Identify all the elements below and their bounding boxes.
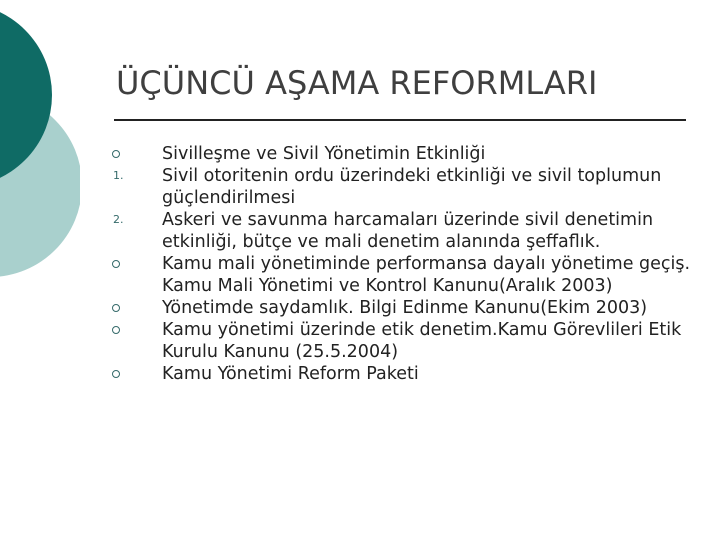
number-marker bbox=[110, 209, 130, 231]
list-item-text: Sivilleşme ve Sivil Yönetimin Etkinliği bbox=[162, 144, 486, 164]
list-item-text: Yönetimde saydamlık. Bilgi Edinme Kanunu(Ekim 2003) bbox=[162, 298, 648, 318]
hollow-circle-bullet-icon bbox=[112, 370, 120, 378]
hollow-circle-bullet-icon bbox=[112, 326, 120, 334]
list-item bbox=[110, 319, 700, 363]
list-item-text: Sivil otoritenin ordu üzerindeki etkinliği ve sivil toplumun güçlendirilmesi bbox=[162, 166, 662, 208]
bullet-marker bbox=[110, 253, 130, 275]
bullet-marker bbox=[110, 297, 130, 319]
list-item-text: Kamu Yönetimi Reform Paketi bbox=[162, 364, 419, 384]
hollow-circle-bullet-icon bbox=[112, 260, 120, 268]
list-item bbox=[110, 363, 700, 385]
list-item-text: Askeri ve savunma harcamaları üzerinde sivil denetimin etkinliği, bütçe ve mali denetim alanında şeffaflık. bbox=[162, 210, 654, 252]
list-item bbox=[110, 143, 700, 165]
hollow-circle-bullet-icon bbox=[112, 150, 120, 158]
list-item-text: Kamu yönetimi üzerinde etik denetim.Kamu Görevlileri Etik Kurulu Kanunu (25.5.2004) bbox=[162, 320, 682, 362]
bullet-marker bbox=[110, 143, 130, 165]
list-number: 2. bbox=[113, 213, 124, 226]
slide-title: ÜÇÜNCÜ AŞAMA REFORMLARI bbox=[116, 64, 598, 102]
list-item bbox=[110, 209, 700, 253]
bullet-marker bbox=[110, 363, 130, 385]
decorative-circles-graphic bbox=[0, 0, 80, 320]
hollow-circle-bullet-icon bbox=[112, 304, 120, 312]
title-underline bbox=[114, 119, 686, 121]
list-item-text: Kamu mali yönetiminde performansa dayalı yönetime geçiş. Kamu Mali Yönetimi ve Kontrol Kanunu(Aralık 2003) bbox=[162, 254, 691, 296]
list-item bbox=[110, 297, 700, 319]
reform-list bbox=[110, 143, 700, 385]
list-item bbox=[110, 165, 700, 209]
number-marker bbox=[110, 165, 130, 187]
list-item bbox=[110, 253, 700, 297]
list-number: 1. bbox=[113, 169, 124, 182]
bullet-marker bbox=[110, 319, 130, 341]
